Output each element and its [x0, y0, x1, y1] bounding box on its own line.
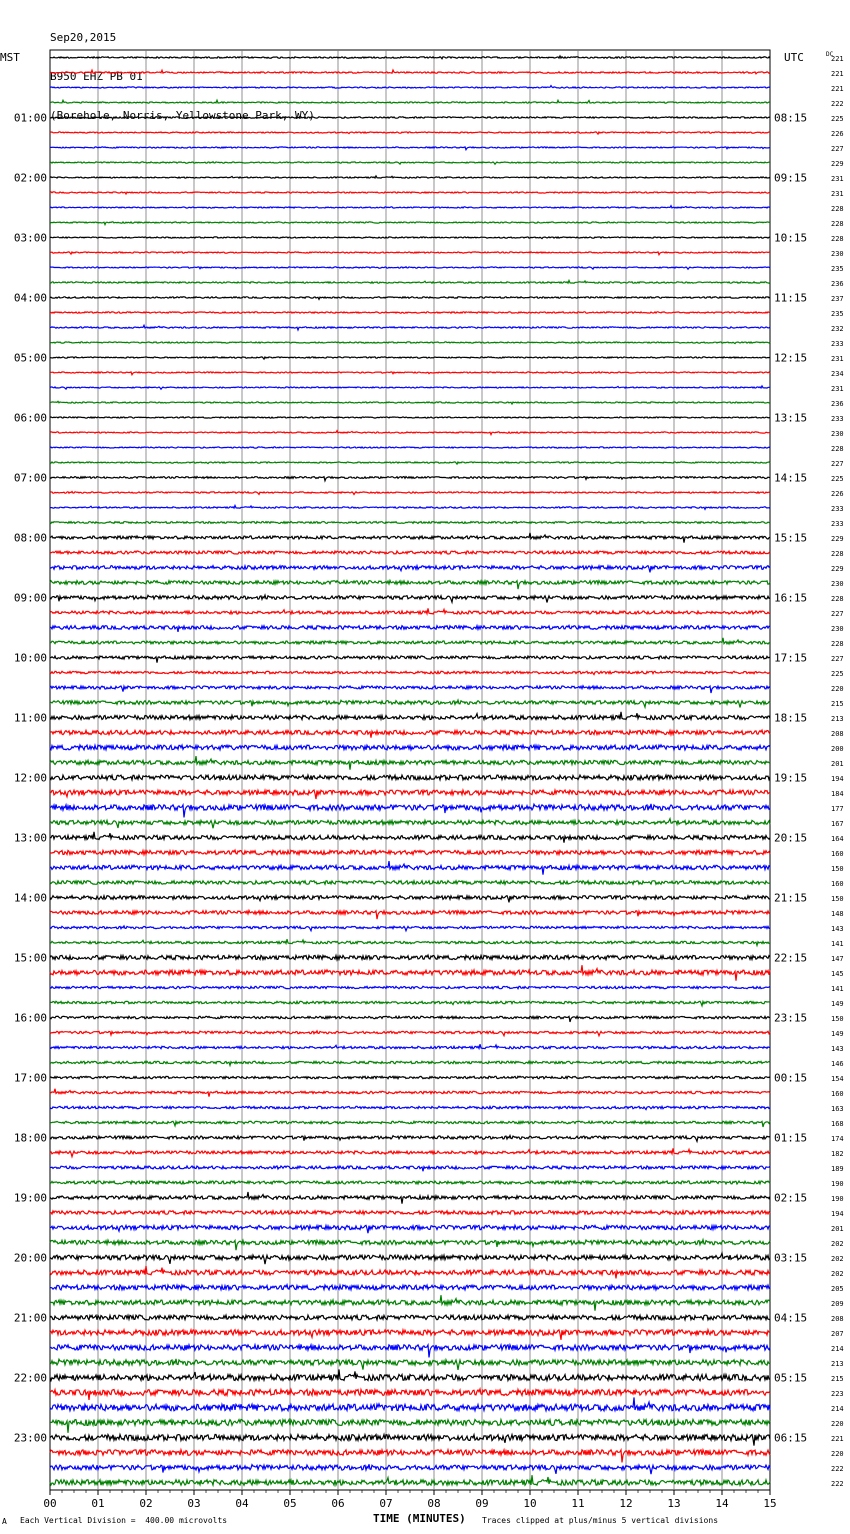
trace-line	[50, 686, 770, 693]
dc-value-label: 214	[831, 1345, 844, 1353]
dc-value-label: 228	[831, 445, 844, 453]
dc-value-label: 149	[831, 1030, 844, 1038]
trace-line	[50, 939, 770, 945]
station-code-label: B950 EHZ PB 01	[50, 70, 143, 83]
trace-line	[50, 1359, 770, 1370]
dc-value-label: 190	[831, 1180, 844, 1188]
utc-hour-label: 11:15	[774, 291, 808, 305]
dc-value-label: 227	[831, 460, 844, 468]
dc-value-label: 194	[831, 775, 844, 783]
trace-line	[50, 431, 770, 435]
utc-hour-label: 06:15	[774, 1431, 808, 1445]
utc-hour-label: 21:15	[774, 891, 808, 905]
dc-value-label: 231	[831, 175, 844, 183]
trace-line	[50, 462, 770, 464]
dc-label: DC	[826, 51, 834, 58]
dc-value-label: 225	[831, 115, 844, 123]
utc-hour-label: 18:15	[774, 711, 808, 725]
mst-hour-label: 13:00	[13, 831, 47, 845]
dc-value-label: 231	[831, 385, 844, 393]
dc-value-label: 148	[831, 910, 844, 918]
dc-value-label: 228	[831, 640, 844, 648]
dc-value-label: 205	[831, 1285, 844, 1293]
dc-value-label: 231	[831, 355, 844, 363]
utc-hour-label: 20:15	[774, 831, 808, 845]
x-tick-label: 03	[187, 1497, 201, 1510]
dc-value-label: 201	[831, 1225, 844, 1233]
utc-hour-label: 13:15	[774, 411, 808, 425]
dc-value-label: 177	[831, 805, 844, 813]
dc-value-label: 226	[831, 490, 844, 498]
trace-line	[50, 1449, 770, 1462]
trace-line	[50, 1148, 770, 1156]
mst-hour-label: 16:00	[13, 1011, 47, 1025]
x-tick-label: 13	[667, 1497, 681, 1510]
dc-value-label: 225	[831, 670, 844, 678]
dc-value-label: 233	[831, 520, 844, 528]
dc-value-label: 208	[831, 730, 844, 738]
dc-value-label: 230	[831, 430, 844, 438]
scale-note: Each Vertical Division = 400.00 microvolts	[20, 1516, 228, 1525]
trace-line	[50, 1076, 770, 1079]
trace-line	[50, 580, 770, 589]
mst-hour-label: 15:00	[13, 951, 47, 965]
trace-line	[50, 237, 770, 239]
utc-hour-label: 12:15	[774, 351, 808, 365]
mst-hour-label: 14:00	[13, 891, 47, 905]
x-tick-label: 00	[43, 1497, 57, 1510]
dc-value-label: 225	[831, 475, 844, 483]
dc-value-label: 149	[831, 1000, 844, 1008]
trace-line	[50, 1166, 770, 1171]
trace-line	[50, 192, 770, 194]
mst-hour-label: 01:00	[13, 111, 47, 125]
trace-line	[50, 297, 770, 300]
trace-line	[50, 955, 770, 960]
trace-line	[50, 1435, 770, 1446]
station-location-label: (Borehole, Norris, Yellowstone Park, WY)	[50, 109, 315, 122]
x-tick-label: 08	[427, 1497, 441, 1510]
trace-line	[50, 1266, 770, 1278]
dc-value-label: 150	[831, 895, 844, 903]
x-tick-label: 11	[571, 1497, 585, 1510]
dc-value-label: 213	[831, 715, 844, 723]
trace-line	[50, 1121, 770, 1127]
dc-value-label: 141	[831, 940, 844, 948]
dc-value-label: 168	[831, 1120, 844, 1128]
utc-hour-label: 05:15	[774, 1371, 808, 1385]
x-tick-label: 05	[283, 1497, 297, 1510]
dc-value-label: 201	[831, 760, 844, 768]
dc-value-label: 221	[831, 55, 844, 63]
dc-value-label: 233	[831, 415, 844, 423]
dc-value-label: 227	[831, 610, 844, 618]
mst-hour-label: 06:00	[13, 411, 47, 425]
dc-value-label: 232	[831, 325, 844, 333]
mst-hour-label: 05:00	[13, 351, 47, 365]
trace-line	[50, 1344, 770, 1357]
utc-hour-label: 04:15	[774, 1311, 808, 1325]
trace-line	[50, 342, 770, 344]
dc-value-label: 220	[831, 1420, 844, 1428]
dc-value-label: 228	[831, 595, 844, 603]
trace-line	[50, 790, 770, 799]
dc-value-label: 160	[831, 1090, 844, 1098]
dc-value-label: 182	[831, 1150, 844, 1158]
utc-hour-label: 09:15	[774, 171, 808, 185]
dc-value-label: 228	[831, 550, 844, 558]
trace-line	[50, 1253, 770, 1264]
mst-hour-label: 11:00	[13, 711, 47, 725]
trace-line	[50, 506, 770, 510]
dc-value-label: 221	[831, 70, 844, 78]
x-tick-label: 06	[331, 1497, 345, 1510]
left-axis-label: MST	[0, 51, 20, 64]
x-tick-label: 07	[379, 1497, 393, 1510]
mst-hour-label: 12:00	[13, 771, 47, 785]
trace-line	[50, 222, 770, 225]
dc-value-label: 215	[831, 1375, 844, 1383]
trace-line	[50, 965, 770, 981]
trace-line	[50, 1475, 770, 1485]
dc-value-label: 202	[831, 1255, 844, 1263]
dc-value-label: 208	[831, 1315, 844, 1323]
mst-hour-label: 22:00	[13, 1371, 47, 1385]
mst-hour-label: 23:00	[13, 1431, 47, 1445]
utc-hour-label: 08:15	[774, 111, 808, 125]
trace-line	[50, 267, 770, 270]
trace-line	[50, 896, 770, 903]
trace-line	[50, 162, 770, 165]
trace-line	[50, 1211, 770, 1215]
trace-line	[50, 86, 770, 89]
x-tick-label: 14	[715, 1497, 729, 1510]
mst-hour-label: 18:00	[13, 1131, 47, 1145]
x-tick-label: 01	[91, 1497, 105, 1510]
trace-line	[50, 712, 770, 720]
dc-value-label: 214	[831, 1405, 844, 1413]
trace-line	[50, 608, 770, 614]
utc-hour-label: 19:15	[774, 771, 808, 785]
trace-line	[50, 1315, 770, 1320]
utc-hour-label: 17:15	[774, 651, 808, 665]
dc-value-label: 237	[831, 295, 844, 303]
trace-line	[50, 566, 770, 573]
dc-value-label: 209	[831, 1300, 844, 1308]
dc-value-label: 230	[831, 580, 844, 588]
dc-value-label: 154	[831, 1075, 844, 1083]
trace-line	[50, 1389, 770, 1400]
clip-note: Traces clipped at plus/minus 5 vertical divisions	[482, 1516, 719, 1525]
x-tick-label: 12	[619, 1497, 633, 1510]
dc-value-label: 145	[831, 970, 844, 978]
dc-value-label: 227	[831, 145, 844, 153]
utc-hour-label: 22:15	[774, 951, 808, 965]
dc-value-label: 160	[831, 850, 844, 858]
trace-line	[50, 147, 770, 150]
mst-hour-label: 20:00	[13, 1251, 47, 1265]
trace-line	[50, 386, 770, 389]
trace-line	[50, 70, 770, 74]
dc-value-label: 190	[831, 1195, 844, 1203]
dc-value-label: 222	[831, 1480, 844, 1488]
mst-hour-label: 02:00	[13, 171, 47, 185]
trace-line	[50, 1240, 770, 1251]
dc-value-label: 143	[831, 925, 844, 933]
trace-line	[50, 595, 770, 602]
trace-line	[50, 401, 770, 404]
trace-line	[50, 775, 770, 780]
trace-line	[50, 1285, 770, 1290]
dc-value-label: 230	[831, 625, 844, 633]
trace-line	[50, 1044, 770, 1049]
dc-value-label: 202	[831, 1240, 844, 1248]
dc-value-label: 146	[831, 1060, 844, 1068]
dc-value-label: 233	[831, 340, 844, 348]
dc-value-label: 147	[831, 955, 844, 963]
utc-hour-label: 01:15	[774, 1131, 808, 1145]
utc-hour-label: 14:15	[774, 471, 808, 485]
trace-line	[50, 1136, 770, 1142]
mst-hour-label: 17:00	[13, 1071, 47, 1085]
dc-value-label: 164	[831, 835, 844, 843]
x-axis-title: TIME (MINUTES)	[373, 1512, 466, 1525]
trace-line	[50, 1016, 770, 1022]
trace-line	[50, 372, 770, 375]
dc-value-label: 229	[831, 160, 844, 168]
dc-value-label: 220	[831, 1450, 844, 1458]
trace-line	[50, 1061, 770, 1065]
trace-line	[50, 522, 770, 524]
trace-line	[50, 1420, 770, 1433]
trace-line	[50, 492, 770, 495]
dc-value-label: 234	[831, 370, 844, 378]
dc-value-label: 228	[831, 220, 844, 228]
trace-line	[50, 1464, 770, 1474]
trace-line	[50, 252, 770, 255]
dc-value-label: 184	[831, 790, 844, 798]
dc-value-label: 150	[831, 865, 844, 873]
trace-line	[50, 533, 770, 543]
mst-hour-label: 19:00	[13, 1191, 47, 1205]
trace-line	[50, 1192, 770, 1204]
trace-line	[50, 819, 770, 829]
trace-line	[50, 551, 770, 554]
trace-line	[50, 638, 770, 644]
utc-hour-label: 03:15	[774, 1251, 808, 1265]
trace-line	[50, 671, 770, 674]
trace-line	[50, 1031, 770, 1036]
trace-line	[50, 100, 770, 103]
utc-hour-label: 16:15	[774, 591, 808, 605]
dc-value-label: 215	[831, 700, 844, 708]
dc-value-label: 221	[831, 1435, 844, 1443]
dc-value-label: 222	[831, 100, 844, 108]
trace-line	[50, 56, 770, 59]
dc-value-label: 236	[831, 400, 844, 408]
trace-line	[50, 1106, 770, 1109]
x-tick-label: 04	[235, 1497, 249, 1510]
dc-value-label: 207	[831, 1330, 844, 1338]
trace-line	[50, 1369, 770, 1380]
dc-value-label: 160	[831, 880, 844, 888]
utc-hour-label: 15:15	[774, 531, 808, 545]
dc-value-label: 223	[831, 1390, 844, 1398]
trace-line	[50, 1089, 770, 1097]
trace-line	[50, 325, 770, 330]
utc-hour-label: 10:15	[774, 231, 808, 245]
utc-hour-label: 00:15	[774, 1071, 808, 1085]
trace-line	[50, 206, 770, 208]
dc-value-label: 229	[831, 535, 844, 543]
dc-value-label: 213	[831, 1360, 844, 1368]
dc-value-label: 226	[831, 130, 844, 138]
mst-hour-label: 07:00	[13, 471, 47, 485]
trace-line	[50, 1330, 770, 1340]
trace-line	[50, 417, 770, 418]
corner-mark: A	[2, 1517, 7, 1526]
dc-value-label: 143	[831, 1045, 844, 1053]
utc-hour-label: 23:15	[774, 1011, 808, 1025]
trace-line	[50, 1397, 770, 1410]
trace-line	[50, 132, 770, 134]
dc-value-label: 235	[831, 310, 844, 318]
dc-value-label: 227	[831, 655, 844, 663]
x-tick-label: 09	[475, 1497, 489, 1510]
dc-value-label: 194	[831, 1210, 844, 1218]
dc-value-label: 163	[831, 1105, 844, 1113]
mst-hour-label: 10:00	[13, 651, 47, 665]
trace-line	[50, 832, 770, 843]
dc-value-label: 150	[831, 1015, 844, 1023]
dc-value-label: 221	[831, 85, 844, 93]
dc-value-label: 189	[831, 1165, 844, 1173]
mst-hour-label: 03:00	[13, 231, 47, 245]
trace-line	[50, 986, 770, 988]
dc-value-label: 202	[831, 1270, 844, 1278]
trace-line	[50, 700, 770, 707]
trace-line	[50, 926, 770, 931]
dc-value-label: 200	[831, 745, 844, 753]
x-tick-label: 02	[139, 1497, 153, 1510]
trace-line	[50, 117, 770, 118]
trace-line	[50, 804, 770, 818]
dc-value-label: 229	[831, 565, 844, 573]
trace-line	[50, 881, 770, 885]
dc-value-label: 167	[831, 820, 844, 828]
utc-hour-label: 02:15	[774, 1191, 808, 1205]
right-axis-label: UTC	[784, 51, 804, 64]
dc-value-label: 174	[831, 1135, 844, 1143]
dc-value-label: 230	[831, 250, 844, 258]
x-tick-label: 10	[523, 1497, 537, 1510]
trace-line	[50, 312, 770, 314]
trace-line	[50, 1295, 770, 1311]
trace-line	[50, 625, 770, 632]
dc-value-label: 222	[831, 1465, 844, 1473]
trace-line	[50, 1181, 770, 1184]
mst-hour-label: 04:00	[13, 291, 47, 305]
dc-value-label: 235	[831, 265, 844, 273]
dc-value-label: 220	[831, 685, 844, 693]
trace-line	[50, 357, 770, 359]
trace-line	[50, 1001, 770, 1006]
dc-value-label: 236	[831, 280, 844, 288]
trace-line	[50, 850, 770, 855]
dc-value-label: 233	[831, 505, 844, 513]
trace-line	[50, 447, 770, 448]
mst-hour-label: 08:00	[13, 531, 47, 545]
trace-line	[50, 176, 770, 178]
dc-value-label: 228	[831, 235, 844, 243]
mst-hour-label: 09:00	[13, 591, 47, 605]
trace-line	[50, 756, 770, 770]
trace-line	[50, 281, 770, 284]
dc-value-label: 231	[831, 190, 844, 198]
date-label: Sep20,2015	[50, 31, 117, 44]
dc-value-label: 228	[831, 205, 844, 213]
trace-line	[50, 656, 770, 663]
trace-line	[50, 1225, 770, 1233]
trace-line	[50, 910, 770, 919]
trace-line	[50, 861, 770, 875]
trace-line	[50, 730, 770, 738]
mst-hour-label: 21:00	[13, 1311, 47, 1325]
trace-line	[50, 476, 770, 480]
x-tick-label: 15	[763, 1497, 777, 1510]
dc-value-label: 141	[831, 985, 844, 993]
trace-line	[50, 745, 770, 750]
